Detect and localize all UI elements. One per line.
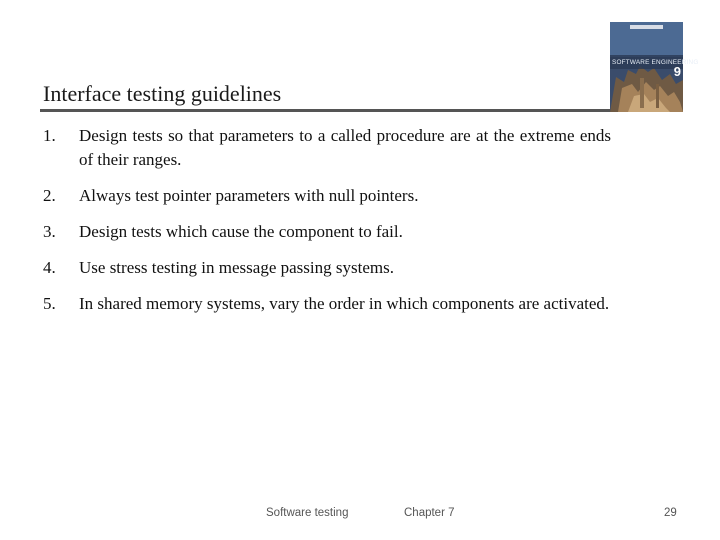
item-number: 1. <box>43 126 56 145</box>
footer-chapter: Chapter 7 <box>404 507 455 519</box>
item-text: In shared memory systems, vary the order in which components are activated. <box>79 294 610 313</box>
book-cover-edition: 9 <box>673 64 681 79</box>
book-cover-image <box>610 22 699 112</box>
item-number: 2. <box>43 186 56 205</box>
list-item <box>43 292 611 316</box>
title-divider <box>40 109 612 112</box>
footer-topic: Software testing <box>266 507 349 519</box>
list-item <box>43 256 611 280</box>
item-text: Design tests so that parameters to a called procedure are at the extreme ends of their ranges. <box>79 126 611 169</box>
item-number: 4. <box>43 258 56 277</box>
list-item <box>43 184 611 208</box>
list-item <box>43 124 611 172</box>
slide-title: Interface testing guidelines <box>43 81 282 106</box>
item-text: Use stress testing in message passing systems. <box>79 258 394 277</box>
item-text: Always test pointer parameters with null pointers. <box>79 186 419 205</box>
footer-page-number: 29 <box>664 507 677 519</box>
item-number: 3. <box>43 222 56 241</box>
item-number: 5. <box>43 294 56 313</box>
item-text: Design tests which cause the component to fail. <box>79 222 403 241</box>
book-cover-title: SOFTWARE ENGINEERING <box>612 59 699 66</box>
book-cover-art <box>610 22 699 112</box>
list-item <box>43 220 611 244</box>
guideline-list <box>43 124 611 316</box>
